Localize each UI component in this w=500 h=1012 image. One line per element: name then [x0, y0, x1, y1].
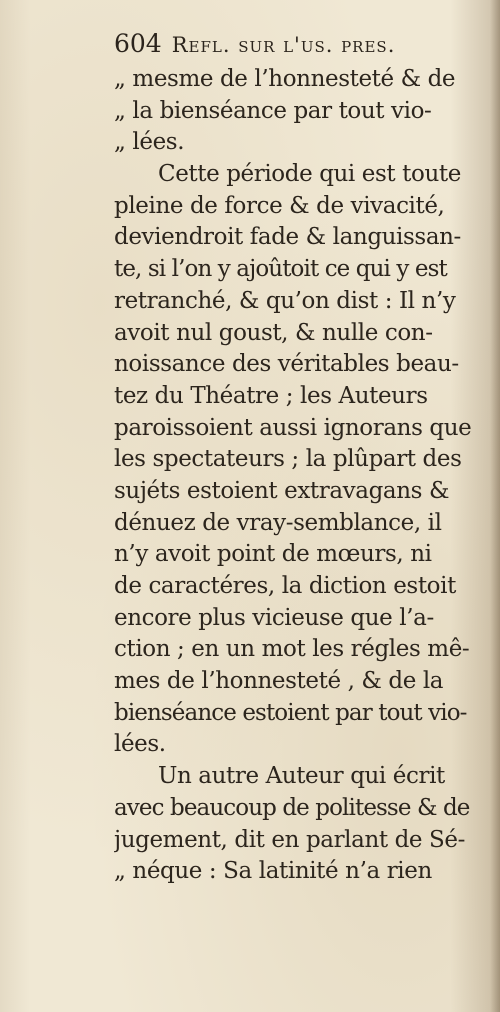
text-line: de caractéres, la diction estoit: [114, 573, 456, 599]
text-line: te, si l’on y ajoûtoit ce qui y est: [114, 256, 447, 283]
text-line: deviendroit fade & languissan-: [114, 224, 461, 251]
running-head: [114, 26, 474, 62]
text-line: pleine de force & de vivacité,: [114, 192, 445, 219]
text-line: Cette période qui est toute: [158, 161, 461, 188]
text-line: „ mesme de l’honnesteté & de: [114, 66, 456, 92]
body-text: [114, 64, 490, 888]
text-line: „ néque : Sa latinité n’a rien: [114, 858, 432, 885]
text-line: tez du Théatre ; les Auteurs: [114, 382, 428, 409]
running-title: Refl. sur l'us. pres.: [171, 33, 396, 57]
text-line: encore plus vicieuse que l’a-: [114, 604, 434, 631]
text-line: retranché, & qu’on dist : Il n’y: [114, 287, 456, 314]
text-line: les spectateurs ; la plûpart des: [114, 446, 462, 473]
text-line: bienséance estoient par tout vio-: [114, 699, 467, 726]
text-line: mes de l’honnesteté , & de la: [114, 668, 444, 695]
text-line: ction ; en un mot les régles mê-: [114, 636, 470, 663]
text-line: paroissoient aussi ignorans que: [114, 414, 472, 441]
text-line: avoit nul goust, & nulle con-: [114, 319, 433, 346]
text-line: „ la bienséance par tout vio-: [114, 97, 432, 124]
page-number: 604: [114, 29, 162, 58]
text-line: Un autre Auteur qui écrit: [158, 763, 445, 790]
text-line: sujéts estoient extravagans &: [114, 477, 450, 504]
text-line: n’y avoit point de mœurs, ni: [114, 541, 432, 568]
text-line: dénuez de vray-semblance, il: [114, 509, 442, 536]
gutter-shadow: [490, 0, 500, 1012]
text-line: lées.: [114, 731, 166, 758]
text-line: „ lées.: [114, 129, 185, 156]
text-line: avec beaucoup de politesse & de: [114, 794, 470, 821]
text-line: jugement, dit en parlant de Sé-: [114, 826, 465, 853]
text-line: noissance des véritables beau-: [114, 351, 459, 378]
